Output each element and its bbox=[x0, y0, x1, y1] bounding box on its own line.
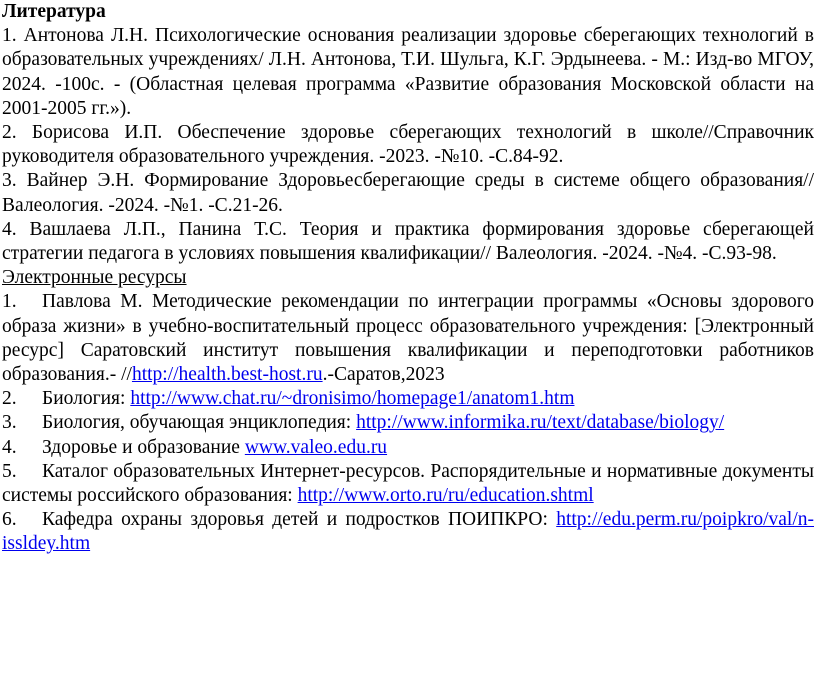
item-number: 3. bbox=[2, 170, 17, 192]
item-text: Каталог образовательных Интернет-ресурсов. Распорядительные и нормативные документы системы российского образования: bbox=[2, 460, 814, 507]
item-number: 2. bbox=[2, 388, 17, 410]
resource-item bbox=[2, 460, 814, 508]
resource-link[interactable]: http://edu.perm.ru/poipkro/val/n-issldey.htm bbox=[2, 509, 814, 555]
resource-link[interactable]: http://www.chat.ru/~dronisimo/homepage1/anatom1.htm bbox=[130, 388, 575, 410]
literature-item bbox=[2, 121, 814, 169]
item-number: 1. bbox=[2, 25, 17, 47]
item-number: 3. bbox=[2, 412, 17, 434]
item-text: Антонова Л.Н. Психологические основания реализации здоровье сберегающих технологий в образовательных учреждениях/ Л.Н. Антонова, Т.И. Шульга, К.Г. Эрдынеева. - М.: Изд-во МГОУ, 2024. -100с. - (Областная целевая программа «Развитие образования Московской области на 2001-2005 гг.»). bbox=[2, 25, 814, 119]
item-text: Вашлаева Л.П., Панина Т.С. Теория и практика формирования здоровье сберегающей стратегии педагога в условиях повышения квалификации// Валеология. -2024. -№4. -С.93-98. bbox=[2, 218, 814, 265]
item-text: Вайнер Э.Н. Формирование Здоровьесберегающие среды в системе общего образования// Валеология. -2024. -№1. -С.21-26. bbox=[2, 170, 814, 216]
literature-item bbox=[2, 169, 814, 217]
resource-item bbox=[2, 411, 814, 435]
item-number: 1. bbox=[2, 291, 17, 313]
item-number: 4. bbox=[2, 218, 17, 240]
item-number: 2. bbox=[2, 122, 17, 144]
resource-item bbox=[2, 436, 814, 460]
item-text: Здоровье и образование bbox=[42, 436, 245, 458]
item-text: Павлова М. Методические рекомендации по интеграции программы «Основы здорового образа жизни» в учебно-воспитательный процесс образовательного учреждения: [Электронный ресурс] Саратовский институт повышения квалификации и переподготовки работников образования.- // bbox=[2, 291, 814, 386]
item-text: Биология: bbox=[42, 388, 131, 410]
resource-link[interactable]: http://health.best-host.ru bbox=[131, 364, 323, 386]
item-text: Кафедра охраны здоровья детей и подростков ПОИПКРО: bbox=[42, 509, 557, 531]
resource-item bbox=[2, 508, 814, 556]
resource-link[interactable]: www.valeo.edu.ru bbox=[244, 436, 388, 458]
item-suffix: .-Саратов,2023 bbox=[322, 364, 445, 386]
item-text: Борисова И.П. Обеспечение здоровье сберегающих технологий в школе//Справочник руководителя образовательного учреждения. -2023. -№10. -С.84-92. bbox=[2, 122, 815, 168]
electronic-resources-heading: Электронные ресурсы bbox=[2, 267, 187, 289]
item-number: 4. bbox=[2, 436, 17, 458]
resource-link[interactable]: http://www.informika.ru/text/database/biology/ bbox=[356, 412, 725, 434]
literature-item bbox=[2, 24, 814, 121]
literature-heading: Литература bbox=[2, 1, 106, 22]
resource-item bbox=[2, 290, 814, 387]
item-number: 5. bbox=[2, 460, 17, 482]
item-number: 6. bbox=[2, 509, 17, 531]
item-text: Биология, обучающая энциклопедия: bbox=[42, 412, 357, 434]
literature-item bbox=[2, 218, 814, 266]
resource-link[interactable]: http://www.orto.ru/ru/education.shtml bbox=[297, 485, 594, 507]
resource-item bbox=[2, 387, 814, 411]
